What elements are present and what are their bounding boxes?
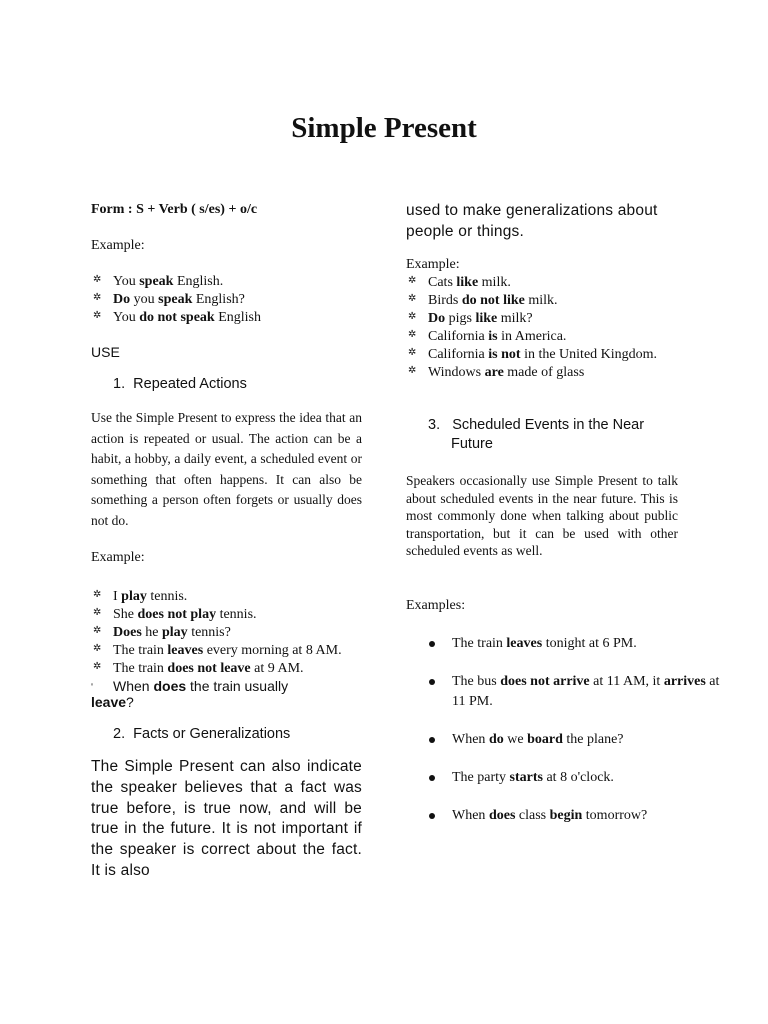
list-item: The train leaves tonight at 6 PM. (406, 634, 732, 654)
list-item: ✲ She does not play tennis. (91, 606, 381, 624)
list-item: ✲ You do not speak English (91, 309, 362, 327)
list-item: When does class begin tomorrow? (406, 806, 732, 826)
example-list (91, 273, 362, 327)
section-paragraph: Speakers occasionally use Simple Present to talk about scheduled events in the near future. This is most commonly done when talking about public transportation, but it can be used with other scheduled events as well. (406, 473, 678, 558)
section-paragraph: Use the Simple Present to express the idea that an action is repeated or usual. The action can be a habit, a hobby, a daily event, a scheduled event or something that often happens. It can also be something a person often forgets or usually does not do. (91, 410, 362, 528)
bullet-icon: ✲ (93, 310, 102, 321)
bullet-icon: ✲ (93, 607, 102, 618)
example-label: Example: (91, 238, 145, 253)
bullet-icon: ✲ (93, 661, 102, 672)
page-title: Simple Present (291, 112, 477, 144)
section-title: Facts or Generalizations (133, 726, 291, 742)
bullet-dot-icon (429, 679, 435, 685)
section-number: 2. (113, 726, 126, 742)
bullet-icon: ⁿ (91, 683, 94, 689)
list-item: ✲ You speak English. (91, 273, 362, 291)
list-item: The bus does not arrive at 11 AM, it arrives at 11 PM. (406, 672, 732, 712)
bullet-icon: ✲ (408, 365, 417, 376)
list-item: ✲ Cats like milk. (406, 274, 696, 292)
list-item: When do we board the plane? (406, 730, 732, 750)
section-title-cont: Future (451, 436, 493, 452)
list-item: The party starts at 8 o'clock. (406, 768, 732, 788)
list-item: ✲ Do pigs like milk? (406, 310, 696, 328)
list-item: ✲ California is not in the United Kingdom. (406, 346, 696, 364)
bullet-dot-icon (429, 813, 435, 819)
list-item: ✲ Do you speak English? (91, 291, 362, 309)
list-item: ✲ Birds do not like milk. (406, 292, 696, 310)
section-heading-facts (113, 726, 290, 742)
bullet-icon: ✲ (93, 589, 102, 600)
bullet-icon: ✲ (408, 329, 417, 340)
bullet-icon: ✲ (408, 347, 417, 358)
bullet-icon: ✲ (93, 625, 102, 636)
section-heading-scheduled (428, 416, 688, 454)
bullet-dot-icon (429, 737, 435, 743)
section-number: 1. (113, 376, 126, 392)
examples-label: Examples: (406, 598, 466, 613)
list-item: ✲ California is in America. (406, 328, 696, 346)
section-title: Repeated Actions (133, 376, 247, 392)
example-item-last: ⁿ When does the train usually leave? (91, 678, 289, 710)
bullet-icon: ✲ (93, 643, 102, 654)
list-item: ✲ I play tennis. (91, 588, 381, 606)
form-formula: Form : S + Verb ( s/es) + o/c (91, 202, 258, 217)
bullet-icon: ✲ (408, 275, 417, 286)
example-list (406, 274, 696, 382)
list-item: ✲ The train leaves every morning at 8 AM. (91, 642, 381, 660)
example-label: Example: (406, 257, 460, 272)
section-title: Scheduled Events in the Near (452, 417, 645, 433)
bullet-icon: ✲ (408, 311, 417, 322)
example-list (91, 588, 381, 678)
bullet-icon: ✲ (408, 293, 417, 304)
bullet-dot-icon (429, 641, 435, 647)
list-item: ✲ The train does not leave at 9 AM. (91, 660, 381, 678)
continuation-paragraph: used to make generalizations about people or things. (406, 202, 658, 240)
example-label: Example: (91, 550, 145, 565)
bullet-icon: ✲ (93, 274, 102, 285)
section-heading-repeated-actions (113, 376, 247, 392)
bullet-dot-icon (429, 775, 435, 781)
list-item: ✲ Windows are made of glass (406, 364, 696, 382)
section-paragraph: The Simple Present can also indicate the speaker believes that a fact was true before, is true now, and will be true in the future. It is not important if the speaker is correct about the fact. It is also (91, 758, 362, 879)
section-number: 3. (428, 417, 441, 433)
list-item: ✲ Does he play tennis? (91, 624, 381, 642)
use-label: USE (91, 344, 120, 360)
bullet-icon: ✲ (93, 292, 102, 303)
